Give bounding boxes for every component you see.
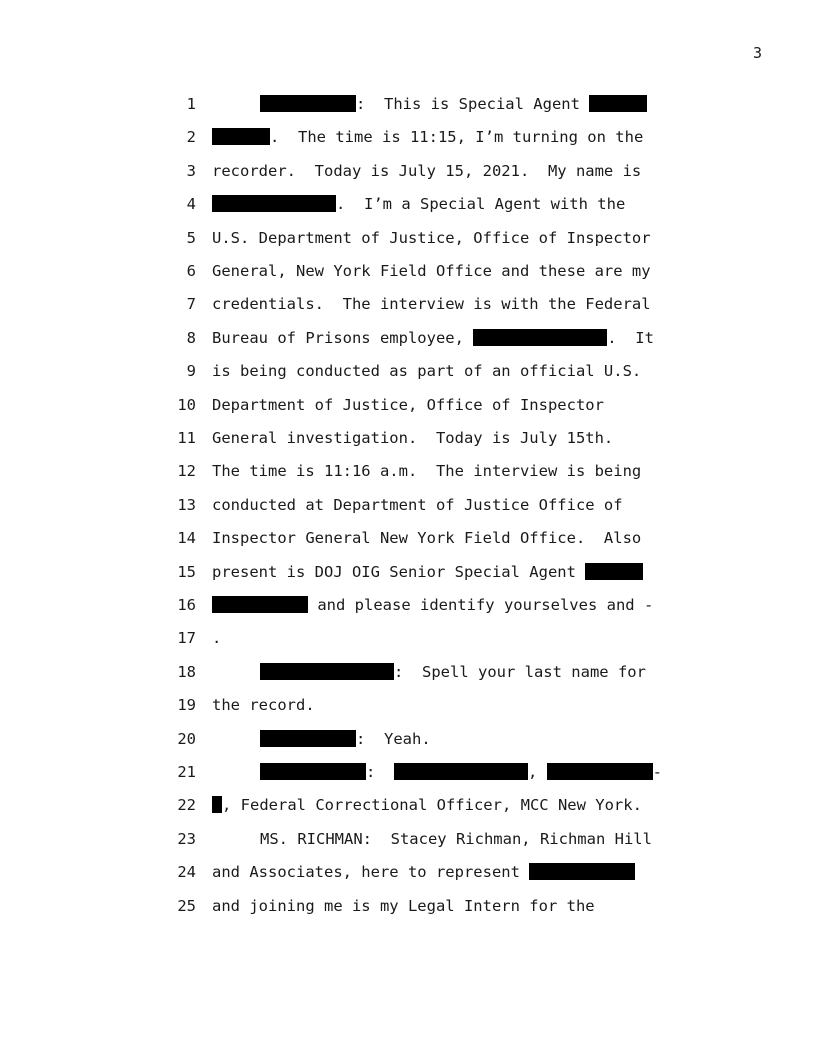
text-segment: - — [652, 763, 663, 781]
redaction-block — [212, 195, 336, 212]
line-number: 18 — [177, 662, 196, 681]
line-text — [260, 760, 662, 784]
transcript-line — [0, 459, 816, 483]
line-text — [212, 125, 643, 149]
transcript-line — [0, 560, 816, 584]
transcript-line — [0, 393, 816, 417]
line-text — [212, 693, 315, 717]
transcript-line — [0, 92, 816, 116]
line-number: 4 — [186, 195, 196, 214]
text-segment: , — [528, 763, 547, 781]
line-number: 16 — [177, 596, 196, 614]
redaction-block — [589, 95, 647, 112]
text-segment: recorder. Today is July 15, 2021. My name is — [212, 161, 642, 180]
line-text — [260, 660, 646, 684]
transcript-line — [0, 727, 816, 751]
line-number: 12 — [177, 462, 196, 481]
transcript-line — [0, 793, 816, 817]
line-text — [212, 426, 613, 450]
line-text — [212, 526, 641, 550]
line-text — [212, 560, 643, 584]
line-number: 5 — [186, 228, 196, 247]
line-number: 9 — [186, 362, 196, 381]
redaction-block — [212, 796, 222, 813]
redaction-block — [260, 730, 356, 747]
line-text — [212, 159, 641, 183]
line-text — [260, 727, 431, 751]
transcript-line — [0, 860, 816, 884]
line-text — [212, 626, 221, 650]
redaction-block — [260, 663, 394, 680]
text-segment: . — [212, 629, 222, 648]
text-segment: and Associates, here to represent — [212, 863, 530, 882]
line-number: 21 — [177, 763, 196, 781]
line-text — [260, 827, 652, 851]
redaction-block — [260, 763, 366, 780]
line-text — [212, 226, 651, 250]
line-number: 3 — [186, 161, 196, 180]
text-segment: . I’m a Special Agent with the — [336, 195, 626, 214]
text-segment: . The time is 11:15, I’m turning on the — [270, 128, 644, 147]
redaction-block — [529, 863, 635, 880]
line-text — [212, 493, 623, 517]
text-segment: : — [366, 763, 394, 781]
line-number: 8 — [186, 328, 196, 347]
line-number: 11 — [177, 429, 196, 447]
line-number: 17 — [177, 629, 196, 648]
text-segment: : Spell your last name for — [394, 662, 646, 681]
line-text — [212, 894, 595, 918]
line-number: 19 — [177, 696, 196, 715]
text-segment: and joining me is my Legal Intern for the — [212, 896, 595, 915]
line-number: 13 — [177, 495, 196, 514]
text-segment: The time is 11:16 a.m. The interview is being — [212, 462, 642, 481]
transcript-line — [0, 626, 816, 650]
text-segment: MS. RICHMAN: Stacey Richman, Richman Hill — [260, 829, 652, 848]
line-text — [212, 793, 642, 817]
text-segment: . It — [607, 328, 654, 347]
text-segment: Inspector General New York Field Office. Also — [212, 529, 642, 548]
transcript-line — [0, 660, 816, 684]
text-segment: General, New York Field Office and these are my — [212, 262, 651, 280]
transcript-line — [0, 326, 816, 350]
line-number: 14 — [177, 529, 196, 548]
transcript-line — [0, 827, 816, 851]
redaction-block — [473, 329, 607, 346]
line-number: 10 — [177, 395, 196, 414]
line-text — [212, 259, 651, 283]
text-segment: conducted at Department of Justice Office of — [212, 495, 623, 514]
line-number: 15 — [177, 562, 196, 581]
redaction-block — [212, 128, 270, 145]
line-text — [260, 92, 647, 116]
text-segment: : Yeah. — [356, 729, 431, 748]
line-text — [212, 192, 625, 216]
line-number: 7 — [186, 295, 196, 314]
text-segment: and please identify yourselves and - — [308, 596, 654, 614]
transcript-line — [0, 526, 816, 550]
line-number: 25 — [177, 896, 196, 915]
text-segment: present is DOJ OIG Senior Special Agent — [212, 562, 586, 581]
transcript-line — [0, 894, 816, 918]
line-text — [212, 359, 641, 383]
transcript-line — [0, 426, 816, 450]
transcript-line — [0, 226, 816, 250]
transcript-line — [0, 593, 816, 617]
line-number: 23 — [177, 829, 196, 848]
line-number: 20 — [177, 729, 196, 748]
transcript-line — [0, 693, 816, 717]
redaction-block — [212, 596, 308, 613]
text-segment: , Federal Correctional Officer, MCC New York. — [222, 796, 642, 815]
text-segment: credentials. The interview is with the Federal — [212, 295, 651, 314]
transcript-line — [0, 125, 816, 149]
transcript-line — [0, 292, 816, 316]
text-segment: the record. — [212, 696, 315, 715]
text-segment: is being conducted as part of an official U.S. — [212, 362, 642, 381]
redaction-block — [585, 563, 643, 580]
transcript-line — [0, 359, 816, 383]
line-text — [212, 593, 653, 617]
line-number: 22 — [177, 796, 196, 815]
text-segment: General investigation. Today is July 15th. — [212, 429, 614, 447]
redaction-block — [260, 95, 356, 112]
line-number: 6 — [186, 262, 196, 280]
line-text — [212, 393, 604, 417]
line-text — [212, 860, 635, 884]
line-text — [212, 459, 641, 483]
text-segment: : This is Special Agent — [356, 95, 590, 113]
text-segment: Department of Justice, Office of Inspector — [212, 395, 604, 414]
text-segment: U.S. Department of Justice, Office of Inspector — [212, 228, 651, 247]
text-segment: Bureau of Prisons employee, — [212, 328, 474, 347]
transcript-line — [0, 493, 816, 517]
transcript-line — [0, 192, 816, 216]
transcript-line — [0, 259, 816, 283]
redaction-block — [547, 763, 653, 780]
line-text — [212, 292, 651, 316]
redaction-block — [394, 763, 528, 780]
line-text — [212, 326, 654, 350]
line-number: 1 — [186, 95, 196, 113]
transcript-line — [0, 159, 816, 183]
page-number: 3 — [752, 44, 762, 62]
line-number: 24 — [177, 863, 196, 882]
transcript-line — [0, 760, 816, 784]
line-number: 2 — [186, 128, 196, 147]
